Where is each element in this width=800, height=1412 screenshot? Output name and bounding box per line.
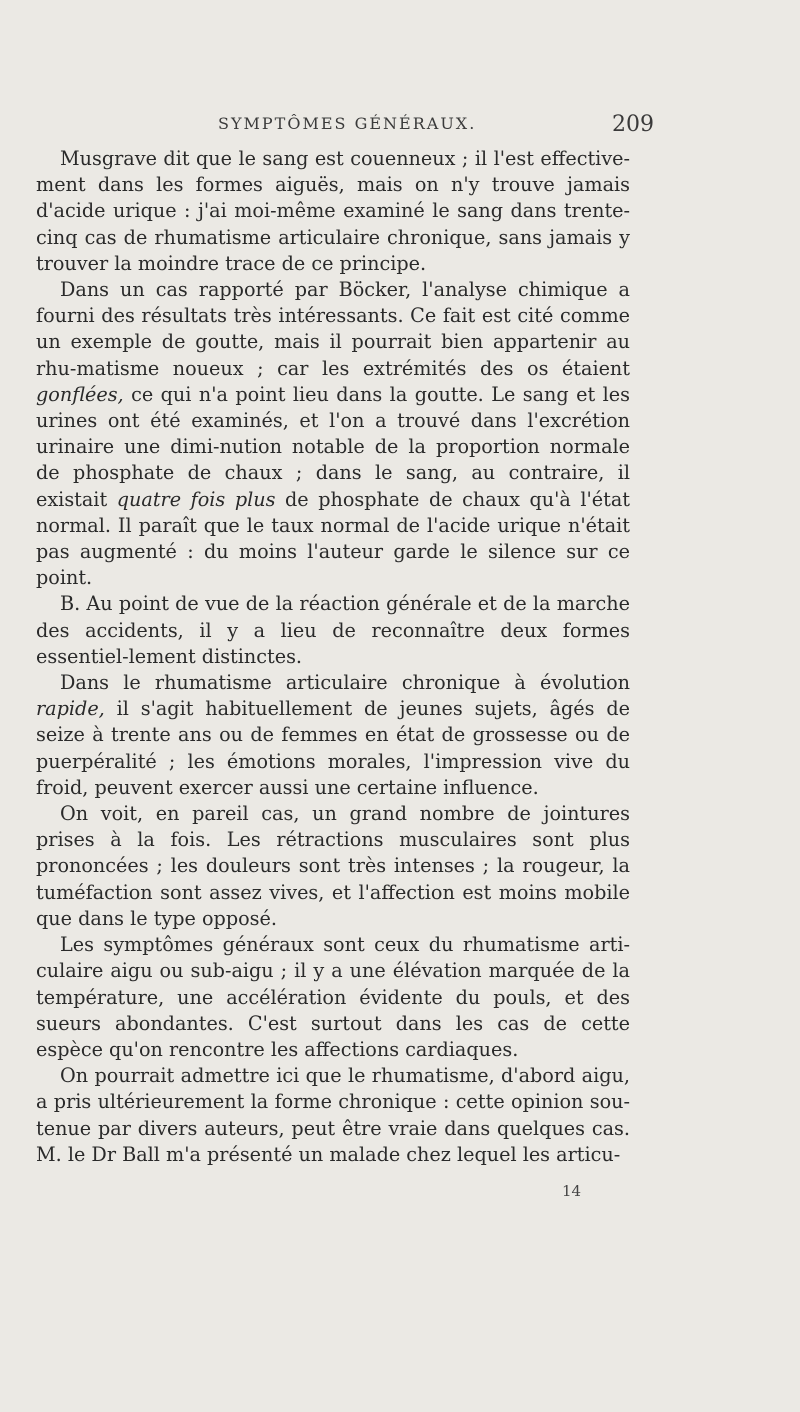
paragraph-text: B. Au point de vue de la réaction générale et de la marche des accidents, il y a lieu de reconnaître deux formes essentiel-lement distinctes. bbox=[36, 592, 630, 668]
paragraph bbox=[36, 277, 630, 591]
paragraph-text: Dans le rhumatisme articulaire chronique à évolution bbox=[60, 671, 630, 695]
paragraph bbox=[36, 670, 630, 801]
paragraph bbox=[36, 591, 630, 670]
paragraph-text: Dans un cas rapporté par Böcker, l'analyse chimique a fourni des résultats très intéressants. Ce fait est cité comme un exemple de goutte, mais il pourrait bien appartenir au rhu-matisme noueux ; car les extrémités des os étaient bbox=[36, 278, 630, 380]
paragraph-text: On voit, en pareil cas, un grand nombre de jointures prises à la fois. Les rétractions musculaires sont plus prononcées ; les douleurs sont très intenses ; la rougeur, la tuméfaction sont assez vives, et l'affection est moins mobile que dans le type opposé. bbox=[36, 802, 630, 930]
paragraph bbox=[36, 932, 630, 1063]
paragraph bbox=[36, 146, 630, 277]
paragraph bbox=[36, 801, 630, 932]
paragraph-text: de phosphate de chaux qu'à l'état normal. Il paraît que le taux normal de l'acide urique n'était pas augmenté : du moins l'auteur garde le silence sur ce point. bbox=[36, 487, 631, 590]
page-number: 209 bbox=[612, 112, 654, 137]
italic-text: quatre fois plus bbox=[116, 487, 276, 511]
paragraph-text: Les symptômes généraux sont ceux du rhumatisme arti-culaire aigu ou sub-aigu ; il y a une élévation marquée de la température, une accélération évidente du pouls, et des sueurs abondantes. C'est surtout dans les cas de cette espèce qu'on rencontre les affections cardiaques. bbox=[36, 933, 630, 1061]
body-text bbox=[36, 146, 630, 1168]
italic-text: gonflées, bbox=[36, 382, 124, 406]
paragraph-text: Musgrave dit que le sang est couenneux ; il l'est effective-ment dans les formes aiguës, mais on n'y trouve jamais d'acide urique : j'ai moi-même examiné le sang dans trente-cinq cas de rhumatisme articulaire chronique, sans jamais y trouver la moindre trace de ce principe. bbox=[36, 147, 630, 275]
paragraph bbox=[36, 1063, 630, 1168]
paragraph-text: il s'agit habituellement de jeunes sujets, âgés de seize à trente ans ou de femmes en état de grossesse ou de puerpéralité ; les émotions morales, l'impression vive du froid, peuvent exercer aussi une certaine influence. bbox=[36, 697, 630, 799]
italic-text: rapide, bbox=[36, 697, 105, 721]
signature-mark: 14 bbox=[562, 1182, 582, 1200]
paragraph-text: On pourrait admettre ici que le rhumatisme, d'abord aigu, a pris ultérieurement la forme chronique : cette opinion sou-tenue par divers auteurs, peut être vraie dans quelques cas. M. le Dr Ball m'a présenté un malade chez lequel les articu- bbox=[36, 1064, 630, 1166]
paragraph-text: ce qui n'a point lieu dans la goutte. Le sang et les urines ont été examinés, et l'on a trouvé dans l'excrétion urinaire une dimi-nution notable de la proportion normale de phosphate de chaux ; dans le sang, au contraire, il existait bbox=[36, 382, 630, 511]
running-title: SYMPTÔMES GÉNÉRAUX. bbox=[218, 114, 477, 133]
